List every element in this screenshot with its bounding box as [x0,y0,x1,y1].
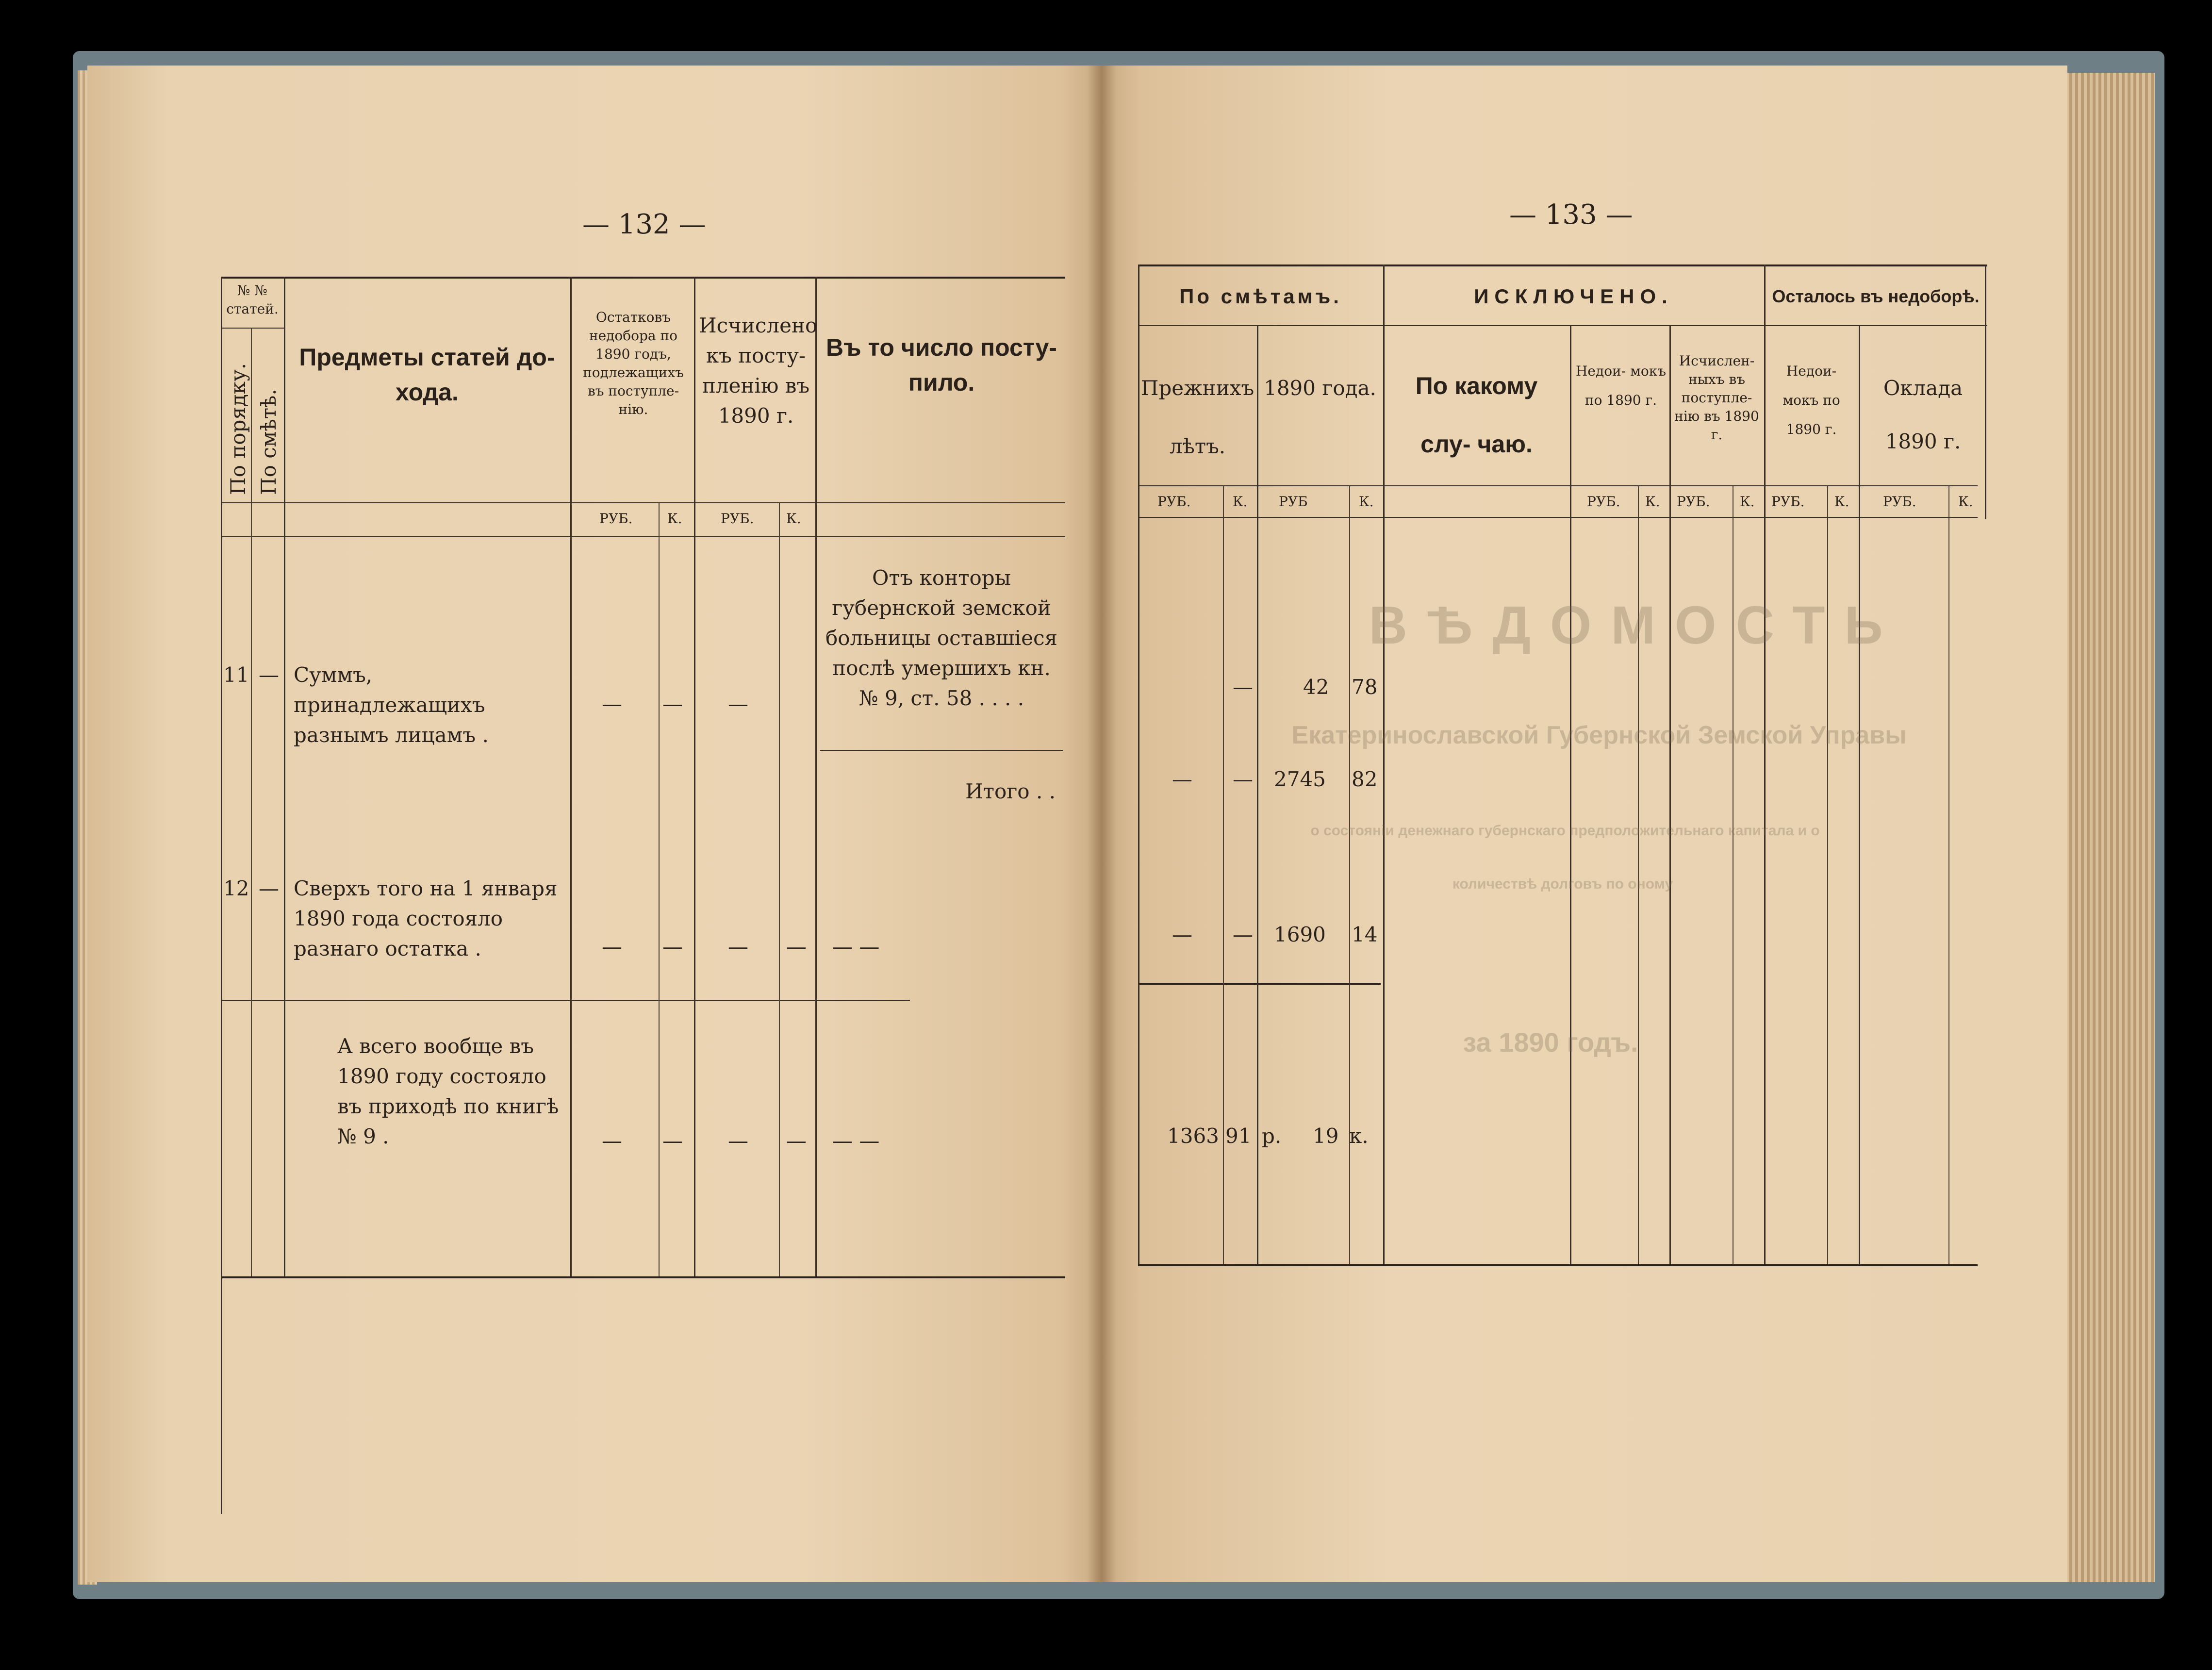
row-11-dash-3: — [728,692,748,716]
row-12-smeta: — [259,876,279,900]
row-11-no: 11 [223,663,249,687]
r-row1-c3: 42 [1303,675,1329,699]
header-ostatkov: Остатковъ недобора по 1890 годъ, подлежащихъ въ поступле- нію. [583,309,684,417]
itogo-label: Итого . . [965,779,1056,803]
row-12-dash-3: — [728,935,748,959]
r-unit-rub-5: РУБ. [1771,494,1805,510]
page-number-left: — 132 — [582,209,706,240]
r-row3-c4: 14 [1352,923,1378,946]
right-table [1138,265,1987,1269]
header-1890: 1890 года. [1264,376,1376,400]
r-total-kk: к. [1349,1124,1369,1148]
row-11-dash-1: — [602,692,622,716]
header-po-kakomu: По какому слу- чаю. [1415,372,1538,458]
bolnitsa-note: Отъ конторы губернской земской больницы оставшіеся послѣ умершихъ кн. № 9, ст. 58 . . . . [825,566,1057,710]
r-unit-rub-6: РУБ. [1883,494,1916,510]
header-nedoimok-2: Недои- мокъ по 1890 г. [1783,363,1840,437]
row-12-text: Сверхъ того на 1 января 1890 года состояло разнаго остатка . [294,876,558,960]
r-row2-c4: 82 [1352,767,1378,791]
r-unit-k-3: К. [1645,494,1660,510]
total-dash-1: — [602,1129,622,1153]
total-dash-4: — [786,1129,807,1153]
r-total-rub: 1363 [1167,1124,1219,1148]
header-ostalos: Осталось въ недоборѣ. [1772,286,1980,306]
row-11-dash-2: — [662,692,683,716]
r-unit-k-4: К. [1740,494,1755,510]
bleed-year: за 1890 годъ. [1463,1027,1638,1058]
header-predmety: Предметы статей до- хода. [299,344,555,406]
r-row1-c4: 78 [1352,675,1378,699]
r-unit-rub-1: РУБ. [1157,494,1191,510]
header-po-smetam: По смѣтамъ. [1179,285,1342,308]
row-12-no: 12 [223,876,249,900]
r-total-n: 19 [1313,1124,1339,1148]
header-ischisleno: Исчислено къ посту- пленію въ 1890 г. [699,314,818,428]
bleed-line-1: Екатеринославской Губернской Земской Управы [1291,721,1907,749]
r-unit-k-6: К. [1958,494,1973,510]
r-row3-c2: — [1233,923,1253,946]
bleed-title: ВѢДОМОСТЬ [1369,595,1902,655]
r-row3-c3: 1690 [1274,923,1326,946]
unit-rub-1: РУБ. [599,511,633,527]
header-ischislennykh: Исчислен- ныхъ въ поступле- нію въ 1890 г. [1674,353,1759,443]
total-extra: — — [832,1129,880,1153]
unit-k-2: К. [786,511,801,527]
page-number-right: — 133 — [1509,199,1633,231]
total-text: А всего вообще въ 1890 году состояло въ приходѣ по книгѣ № 9 . [337,1034,559,1148]
r-unit-rub-4: РУБ. [1677,494,1710,510]
row-12-dash-1: — [602,935,622,959]
book-gutter [1087,66,1116,1582]
r-unit-rub-2: РУБ [1279,494,1308,510]
r-row3-c1: — [1172,923,1192,946]
r-unit-k-5: К. [1834,494,1849,510]
row-12-extra: — — [832,935,880,959]
r-row2-c1: — [1172,767,1192,791]
r-row2-c2: — [1233,767,1253,791]
row-11-text: Суммъ, принадлежащихъ разнымъ лицамъ . [294,663,489,747]
header-isklyucheno: ИСКЛЮЧЕНО. [1474,285,1673,308]
header-po-smete: По смѣтѣ. [257,389,281,495]
header-po-poryadku: По порядку. [226,363,250,495]
r-total-r: р. [1262,1124,1282,1148]
bleed-line-2: о состояніи денежнаго губернскаго предположительнаго капитала и о [1310,823,1820,839]
total-dash-2: — [662,1129,683,1153]
r-total-k: 91 [1225,1124,1252,1148]
header-nedoimok: Недои- мокъ по 1890 г. [1575,363,1667,408]
row-12-dash-4: — [786,935,807,959]
header-oklada: Оклада 1890 г. [1883,376,1963,453]
left-table [221,277,1065,1514]
header-vto: Въ то число посту- пило. [826,334,1057,396]
r-unit-rub-3: РУБ. [1587,494,1620,510]
right-page-edges [2058,73,2155,1582]
r-unit-k-1: К. [1233,494,1248,510]
row-12-dash-2: — [662,935,683,959]
r-unit-k-2: К. [1359,494,1374,510]
unit-k-1: К. [667,511,682,527]
unit-rub-2: РУБ. [721,511,754,527]
total-dash-3: — [728,1129,748,1153]
row-11-smeta: — [259,663,279,687]
r-row1-c2: — [1233,675,1253,699]
header-prezhnikh: Прежнихъ лѣтъ. [1140,376,1255,458]
header-statey: № № статей. [226,282,279,317]
bleed-line-3: количествѣ долговъ по оному [1452,876,1673,892]
r-row2-c3: 2745 [1274,767,1326,791]
